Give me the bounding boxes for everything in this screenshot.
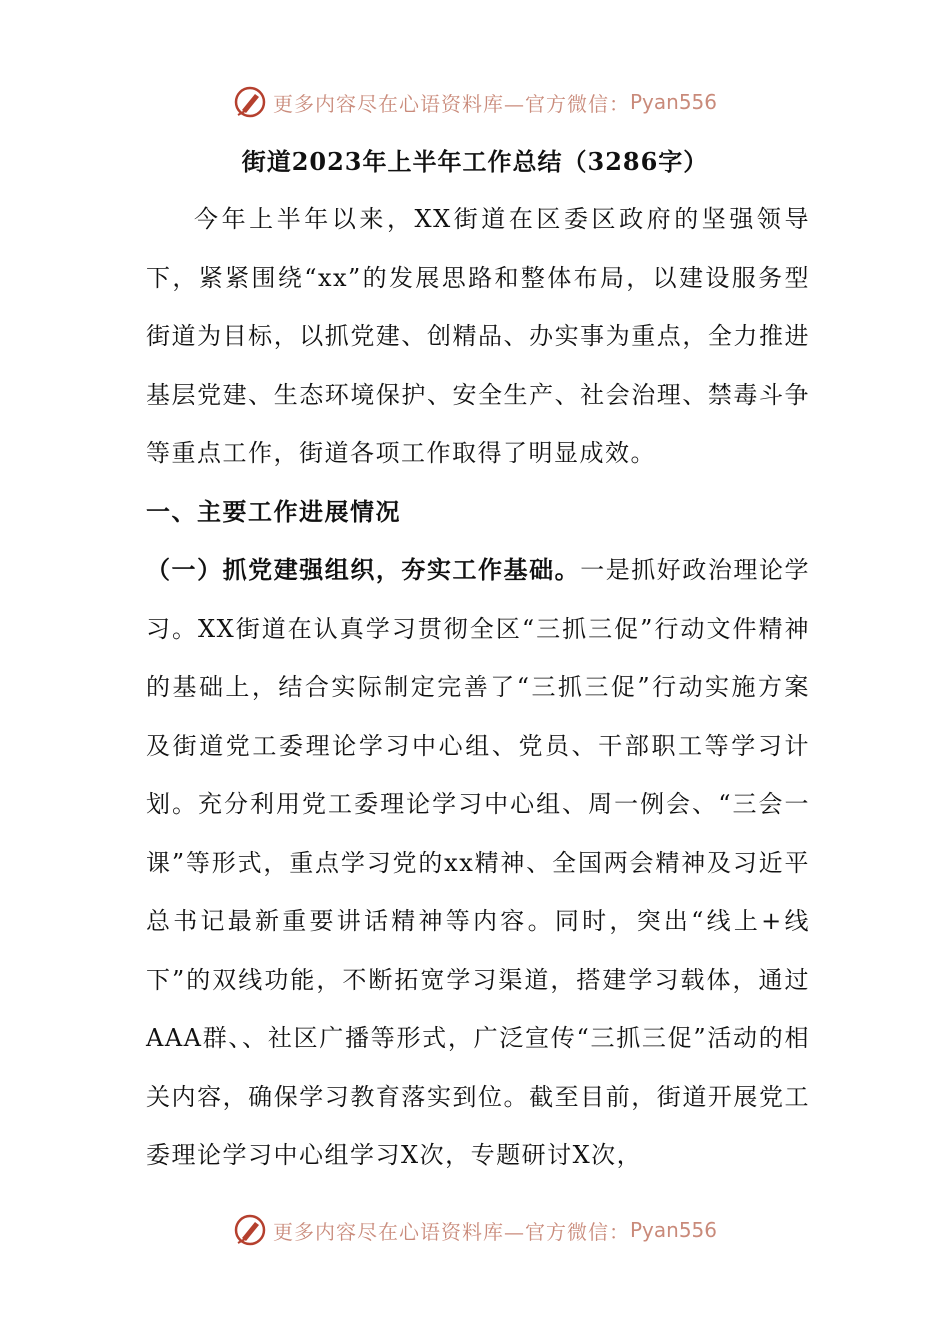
watermark-header [0, 80, 950, 124]
section-heading: 一、主要工作进展情况 [146, 496, 401, 526]
document-title: 街道2023年上半年工作总结（3286字） [241, 147, 709, 176]
subsection-heading: （一）抓党建强组织，夯实工作基础。 [146, 555, 581, 584]
watermark-text: 更多内容尽在心语资料库—官方微信： [272, 1219, 630, 1244]
watermark-footer [0, 1208, 950, 1252]
watermark-wechat-id: Pyan556 [629, 1218, 717, 1242]
pen-nib-logo-icon [233, 1213, 267, 1247]
subsection-body: 一是抓好政治理论学习。XX街道在认真学习贯彻全区“三抓三促”行动文件精神的基础上，结合实际制定完善了“三抓三促”行动实施方案及街道党工委理论学习中心组、党员、干部职工等学习计划。充分利用党工委理论学习中心组、周一例会、“三会一课”等形式，重点学习党的xx精神、全国两会精神及习近平总书记最新重要讲话精神等内容。同时，突出“线上+线下”的双线功能，不断拓宽学习渠道，搭建学习载体，通过AAA群、、社区广播等形式，广泛宣传“三抓三促”活动的相关内容，确保学习教育落实到位。截至目前，街道开展党工委理论学习中心组学习X次，专题研讨X次， [146, 556, 811, 1169]
watermark-text: 更多内容尽在心语资料库—官方微信： [272, 91, 630, 116]
intro-paragraph: 今年上半年以来，XX街道在区委区政府的坚强领导下，紧紧围绕“xx”的发展思路和整体布局，以建设服务型街道为目标，以抓党建、创精品、办实事为重点，全力推进基层党建、生态环境保护、安全生产、社会治理、禁毒斗争等重点工作，街道各项工作取得了明显成效。 [146, 205, 810, 467]
pen-nib-logo-icon [233, 85, 267, 119]
subsection-paragraph [146, 541, 810, 1185]
watermark-wechat-id: Pyan556 [629, 90, 717, 114]
document-body [146, 190, 810, 1185]
